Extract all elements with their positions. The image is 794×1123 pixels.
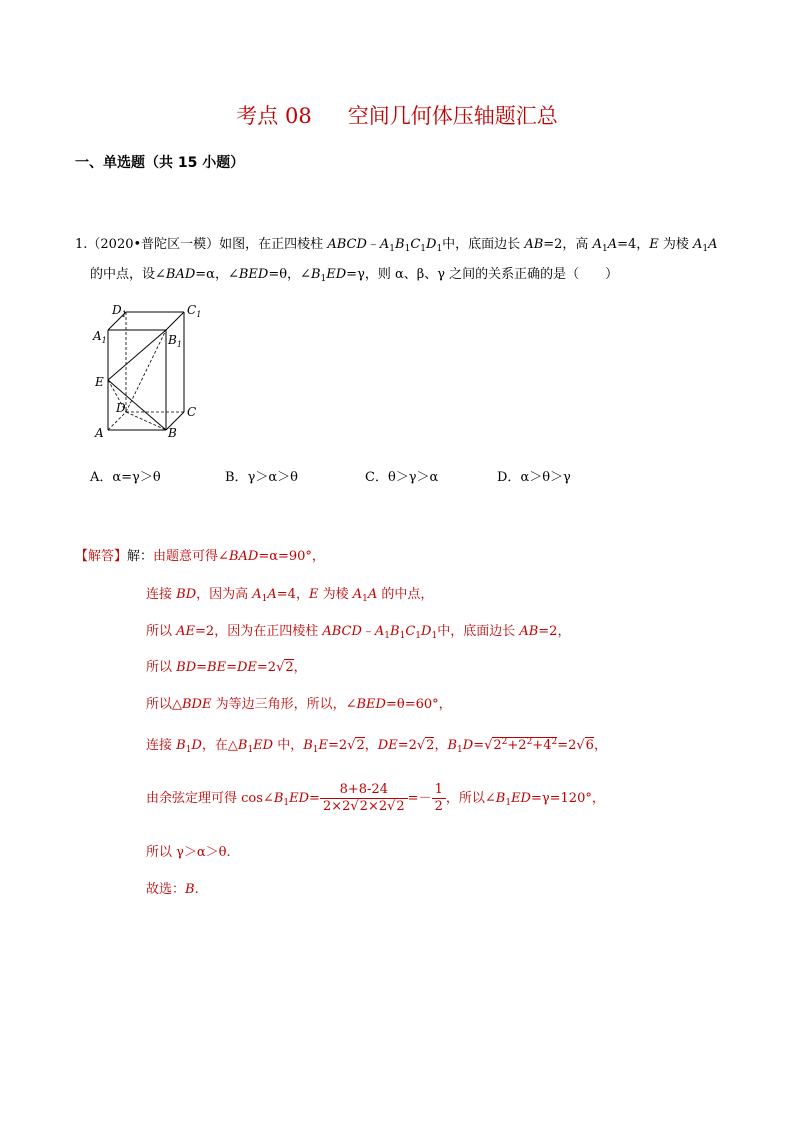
choice-b[interactable]: B．γ＞α＞θ bbox=[225, 470, 298, 485]
title-prefix: 考点 08 bbox=[236, 104, 312, 128]
prism-figure bbox=[88, 300, 208, 445]
question-line-1: 1.（2020•普陀区一模）如图，在正四棱柱 $ABCD﹣A_1B_1C_1D_1$中，底面边长 AB=2，高 $A_1A=4$，E 为棱 $A_1A$ bbox=[75, 237, 718, 254]
solution-line-3: 所以 BD=BE=DE=2√2， bbox=[146, 660, 307, 675]
solution-line-6: 由余弦定理可得 $\cos\angle B_1ED=$ $\frac{8+8-24}{2\times 2√2\times 2√2}$ =－ $\frac{1}{2}$ ，所以$\angle B_1ED=\gamma=120^\circ$， bbox=[146, 782, 605, 814]
solution-line-8: 故选：B. bbox=[146, 882, 199, 897]
label-b1: $B_1$ bbox=[168, 333, 182, 349]
label-c: C bbox=[187, 405, 197, 419]
solution-line-2: 所以 AE=2，因为在正四棱柱 $ABCD﹣A_1B_1C_1D_1$中，底面边长 AB=2， bbox=[146, 624, 571, 641]
label-a: A bbox=[95, 426, 104, 440]
question-line-2: 的中点，设∠BAD=α，∠BED=θ，$\angle B_1ED=\gamma$，则 α、β、γ 之间的关系正确的是（ ） bbox=[90, 267, 619, 284]
label-c1: $C_1$ bbox=[187, 303, 202, 319]
solution-line-1: 连接 BD，因为高 $A_1A=4$，E 为棱 $A_1A$ 的中点， bbox=[146, 587, 434, 604]
solution-intro: 【解答】解：由题意可得∠BAD=α=90°， bbox=[75, 549, 325, 564]
choice-c[interactable]: C．θ＞γ＞α bbox=[365, 470, 439, 485]
label-d: D bbox=[116, 401, 126, 415]
label-b: B bbox=[168, 426, 177, 440]
solution-line-7: 所以 γ＞α＞θ. bbox=[146, 845, 231, 860]
solution-tag: 【解答】 bbox=[75, 549, 128, 564]
solution-line-5: 连接 $B_1D$，在$\triangle B_1ED$ 中，$B_1E=2√2$，DE=2√2，$B_1D=√2^2+2^2+4^2=2√6$， bbox=[146, 737, 607, 755]
question-number: 1. bbox=[75, 237, 88, 252]
question-source: （2020•普陀区一模） bbox=[87, 237, 220, 252]
page-title bbox=[0, 100, 794, 130]
label-e: E bbox=[95, 375, 104, 389]
label-a1: $A_1$ bbox=[93, 329, 107, 345]
section-heading: 一、单选题（共 15 小题） bbox=[75, 155, 245, 171]
title-main: 空间几何体压轴题汇总 bbox=[347, 104, 558, 128]
choice-d[interactable]: D．α＞θ＞γ bbox=[497, 470, 571, 485]
label-d1: $D_1$ bbox=[112, 303, 127, 319]
solution-line-4: 所以△BDE 为等边三角形，所以，∠BED=θ=60°， bbox=[146, 697, 452, 712]
choice-a[interactable]: A．α=γ＞θ bbox=[90, 470, 161, 485]
